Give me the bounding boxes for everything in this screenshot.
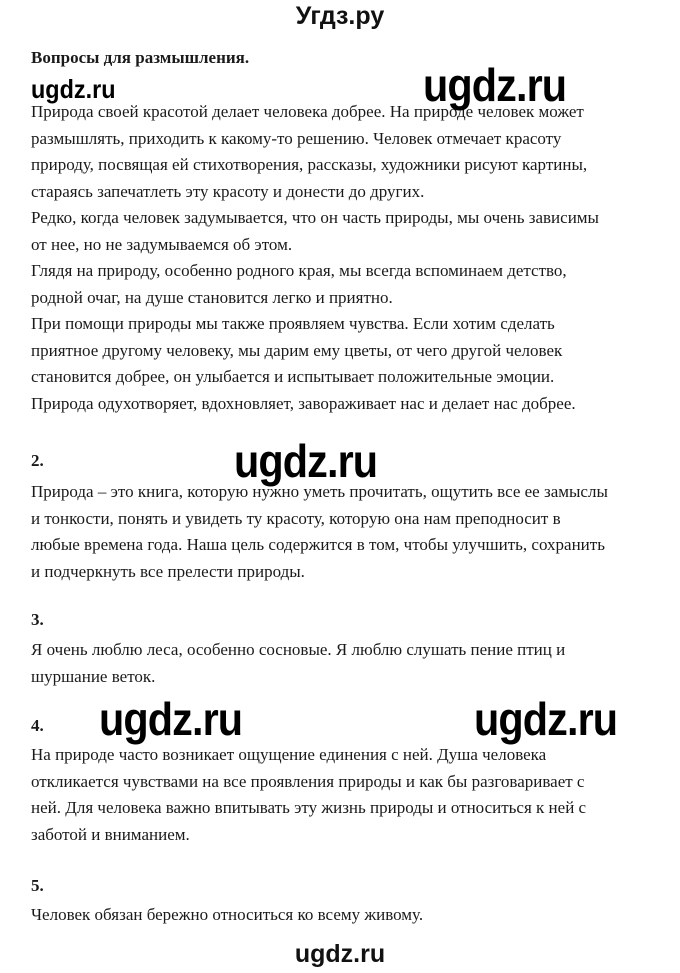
watermark: ugdz.ru	[31, 74, 116, 104]
section-2-text: Природа – это книга, которую нужно уметь прочитать, ощутить все ее замыслы и тонкости, понять и увидеть ту красоту, которую она нам преподносит в любые времена года. Наша цель содержится в том, чтобы улучшить, сохранить и подчеркнуть все прелести природы.	[31, 482, 608, 581]
watermark: ugdz.ru	[234, 435, 378, 487]
watermark: ugdz.ru	[99, 693, 243, 745]
footer-watermark: ugdz.ru	[294, 940, 386, 968]
site-title: Угдз.ру	[295, 2, 385, 30]
section-2-number: 2.	[31, 451, 44, 470]
section-3-text: Я очень люблю леса, особенно сосновые. Я люблю слушать пение птиц и шуршание веток.	[31, 640, 566, 686]
document-title: Вопросы для размышления.	[31, 48, 250, 67]
section-5-text: Человек обязан бережно относиться ко всему живому.	[31, 905, 424, 924]
section-4-number: 4.	[31, 716, 44, 735]
section-5-number: 5.	[31, 876, 44, 895]
section-3-number: 3.	[31, 610, 44, 629]
section-4-text: На природе часто возникает ощущение единения с ней. Душа человека откликается чувствами на все проявления природы и как бы разговаривает с ней. Для человека важно впитывать эту жизнь природы и относиться к ней с заботой и вниманием.	[31, 745, 587, 844]
watermark: ugdz.ru	[423, 59, 567, 111]
section-1-text: Природа своей красотой делает человека добрее. На природе человек может размышлять, приходить к какому-то решению. Человек отмечает красоту природу, посвящая ей стихотворения, рассказы, художники рисуют картины, стараясь запечатлеть эту красоту и донести до других. Редко, когда человек задумывается, что он часть природы, мы очень зависимы от нее, но не задумываемся об этом. Глядя на природу, особенно родного края, мы всегда вспоминаем детство, родной очаг, на душе становится легко и приятно. При помощи природы мы также проявляем чувства. Если хотим сделать приятное другому человеку, мы дарим ему цветы, от чего другой человек становится добрее, он улыбается и испытывает положительные эмоции. Природа одухотворяет, вдохновляет, завораживает нас и делает нас добрее.	[31, 102, 599, 413]
watermark: ugdz.ru	[474, 693, 618, 745]
